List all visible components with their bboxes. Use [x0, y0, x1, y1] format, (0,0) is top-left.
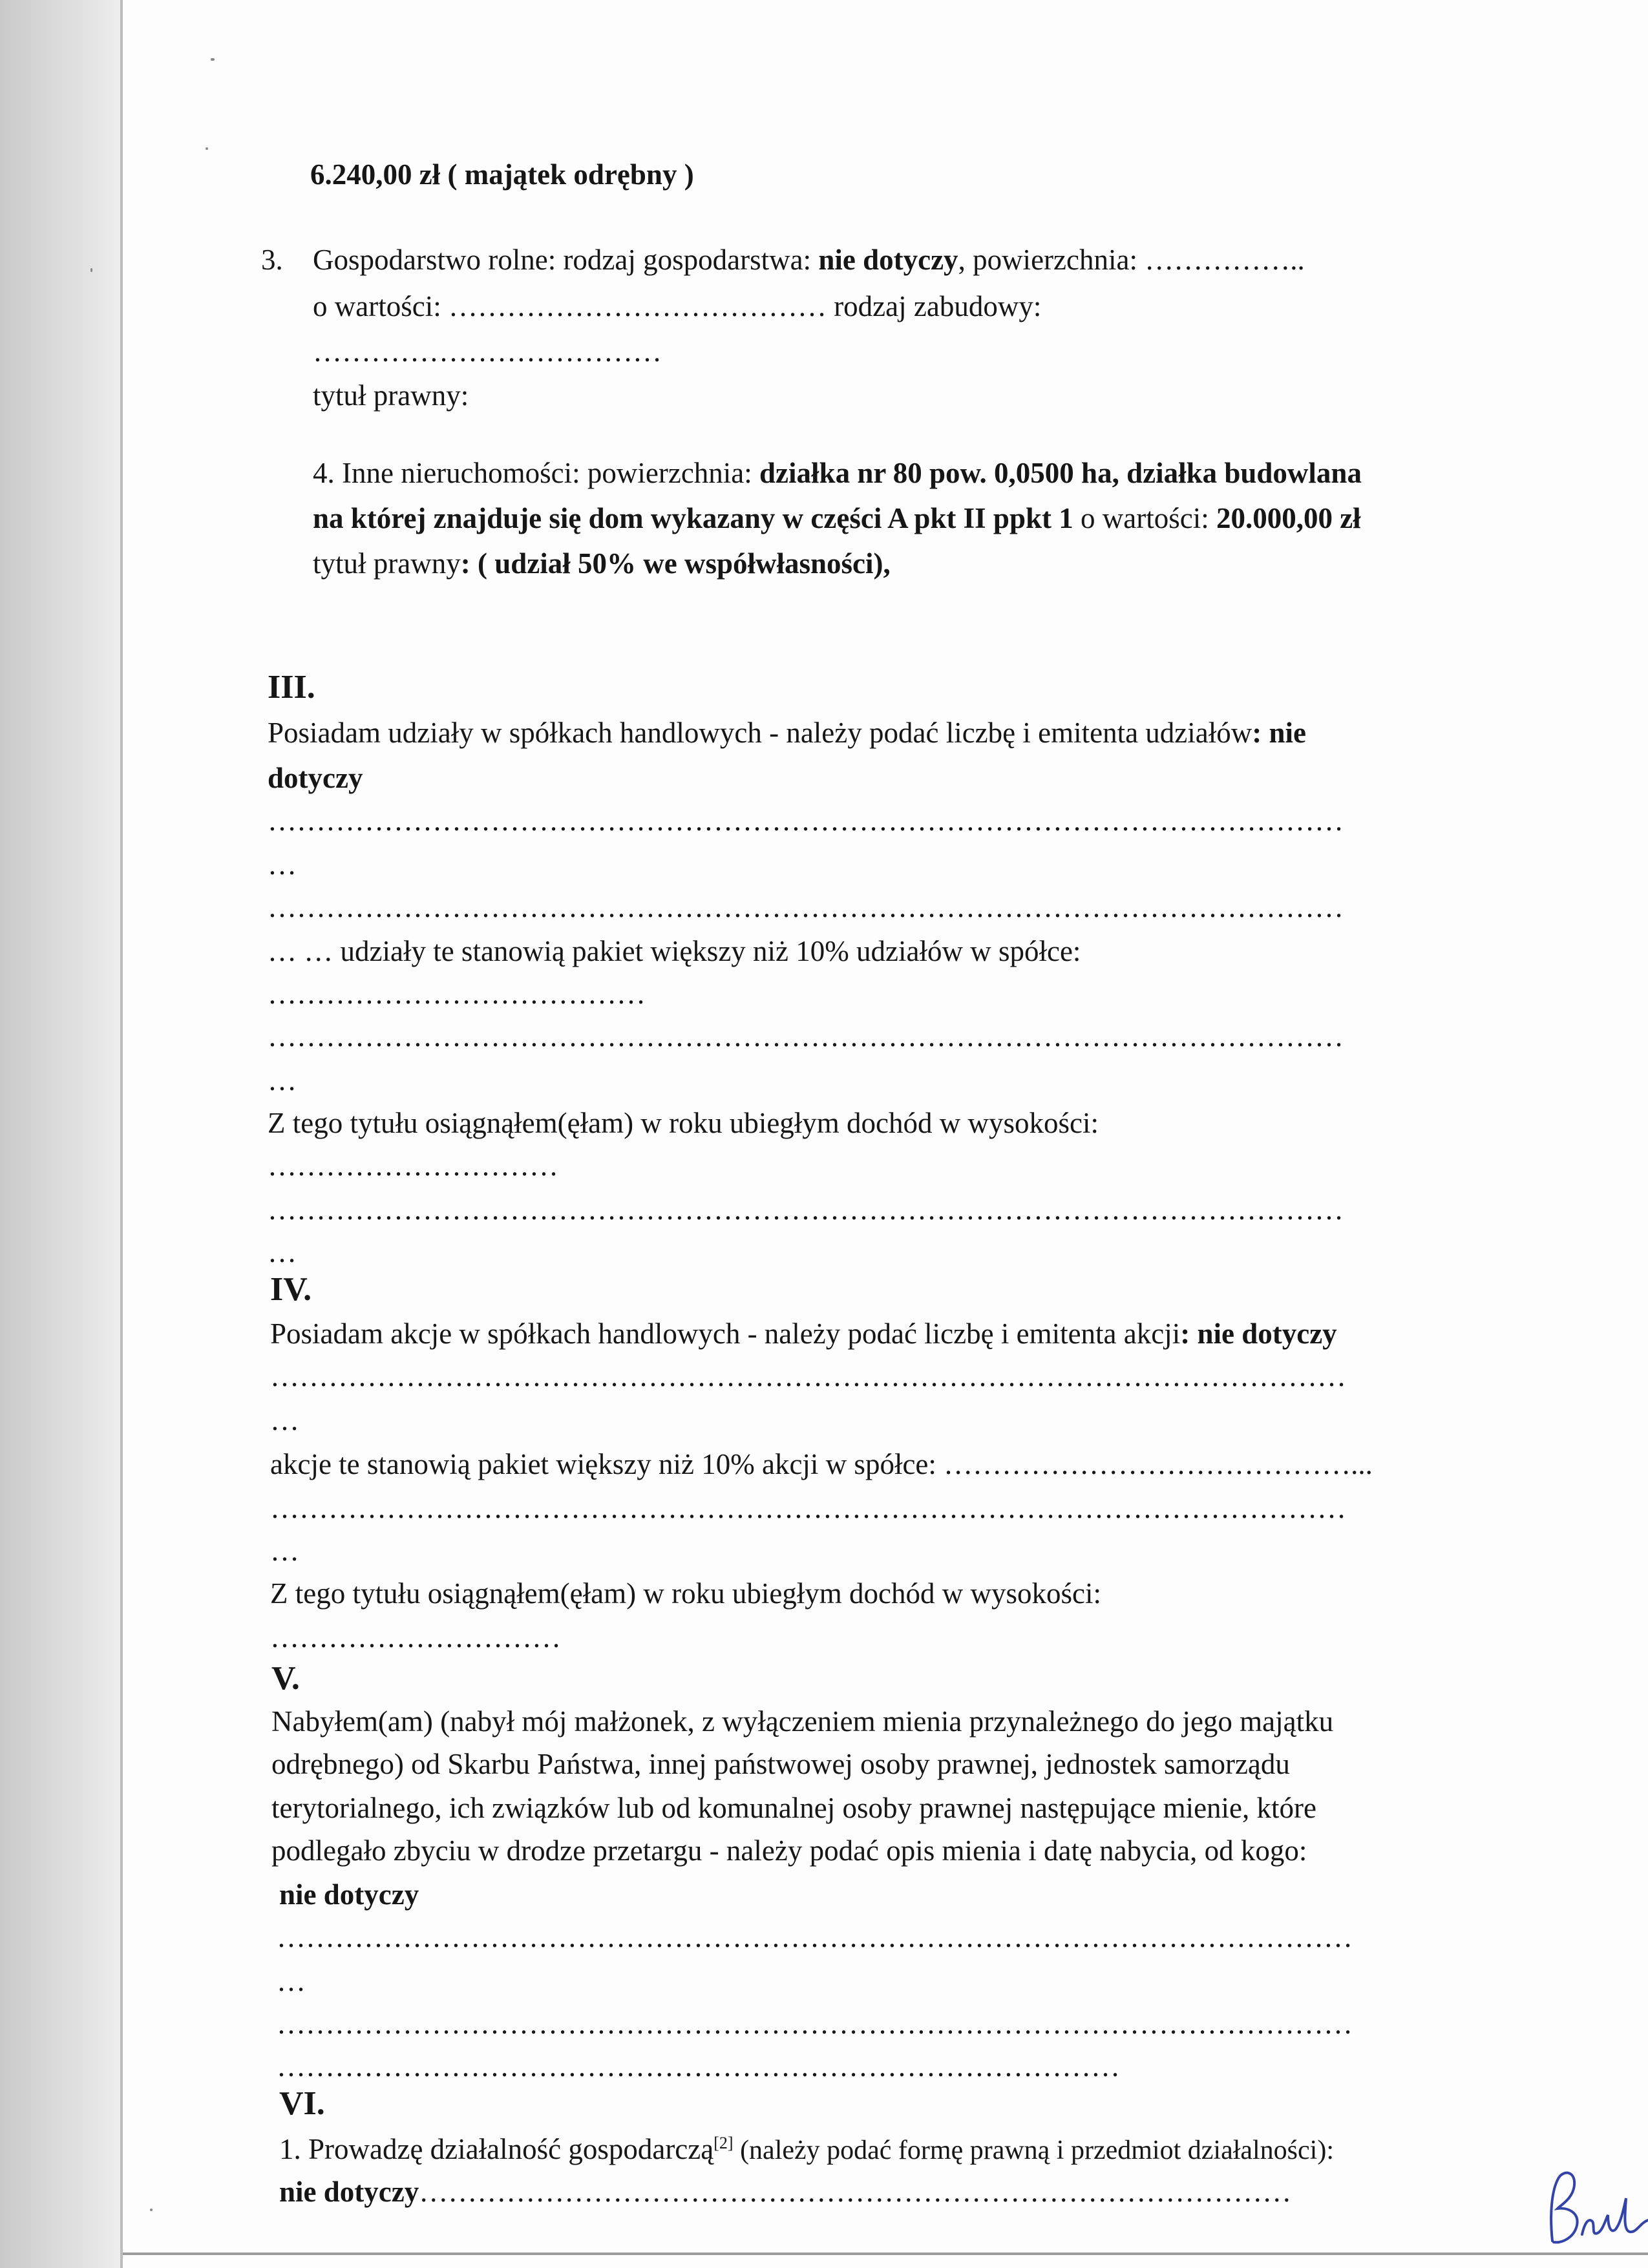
s6-line2	[279, 2175, 1291, 2209]
s3-dots-9: …………………………………………………………………………………………………	[268, 1193, 1344, 1226]
s3-dots-5: …………………………………	[268, 978, 646, 1010]
s4-line1	[270, 1317, 1337, 1350]
item3-line3: ………………………………	[313, 335, 662, 368]
item3-line4: tytuł prawny:	[313, 379, 469, 412]
section-vi-heading: VI.	[279, 2085, 325, 2122]
scan-speck	[150, 2209, 153, 2211]
item3-bold-value: nie dotyczy	[818, 244, 958, 276]
s5-dots-3: …………………………………………………………………………………………………	[277, 2008, 1353, 2040]
section-iv-heading: IV.	[270, 1271, 312, 1308]
s3-income-line: Z tego tytułu osiągnąłem(ęłam) w roku ubiegłym dochód w wysokości:	[268, 1107, 1099, 1139]
s5-line3: terytorialnego, ich związków lub od komunalnej osoby prawnej następujące mienie, które	[271, 1792, 1316, 1824]
s6-text-a: 1. Prowadzę działalność gospodarczą	[279, 2133, 714, 2165]
s3-bold-b: : nie	[1252, 717, 1307, 749]
handwritten-signature	[1546, 2158, 1648, 2255]
s4-dots-1: …………………………………………………………………………………………………	[270, 1360, 1346, 1392]
s6-footnote-ref: [2]	[713, 2134, 734, 2152]
s5-line2: odrębnego) od Skarbu Państwa, innej państwowej osoby prawnej, jednostek samorządu	[271, 1748, 1290, 1780]
scan-page-edge	[120, 0, 123, 2268]
s3-dots-10: …	[268, 1236, 297, 1268]
scan-shadow-left	[0, 0, 123, 2268]
s5-dots-1: …………………………………………………………………………………………………	[277, 1921, 1353, 1953]
s3-dots-6: …………………………………………………………………………………………………	[268, 1020, 1344, 1053]
s6-bold: nie dotyczy	[279, 2176, 419, 2208]
s3-dots-3: …………………………………………………………………………………………………	[268, 891, 1344, 923]
s3-dots-1: …………………………………………………………………………………………………	[268, 804, 1344, 837]
item4-line2	[313, 501, 1361, 535]
s5-dots-2: …	[277, 1965, 306, 1997]
item4-text-a: 4. Inne nieruchomości: powierzchnia:	[313, 457, 760, 489]
s3-shares-line: … … udziały te stanowią pakiet większy niż 10% udziałów w spółce:	[268, 935, 1081, 967]
s3-dots-8: …………………………	[268, 1150, 558, 1182]
scan-speck	[90, 268, 92, 272]
item3-text-a: Gospodarstwo rolne: rodzaj gospodarstwa:	[313, 244, 819, 276]
item4-line1	[313, 456, 1362, 490]
s3-line2: dotyczy	[268, 762, 363, 794]
s4-shares-line: akcje te stanowią pakiet większy niż 10% akcji w spółce: ……………………………………...	[270, 1448, 1373, 1480]
s3-text-a: Posiadam udziały w spółkach handlowych - należy podać liczbę i emitenta udziałów	[268, 717, 1252, 749]
section-iii-heading: III.	[268, 669, 315, 706]
s4-text-a: Posiadam akcje w spółkach handlowych - należy podać liczbę i emitenta akcji	[270, 1318, 1181, 1350]
scan-bottom-edge	[123, 2252, 1648, 2255]
s6-text-b: (należy podać formę prawną i przedmiot działalności):	[733, 2136, 1334, 2165]
item3-text-c: , powierzchnia: ……………..	[958, 244, 1305, 276]
s6-line1	[279, 2132, 1334, 2167]
item4-value: 20.000,00 zł	[1216, 502, 1361, 534]
scan-speck	[206, 147, 208, 150]
item4-bold-line3: : ( udział 50% we współwłasności),	[460, 547, 891, 580]
item4-line3	[313, 547, 891, 580]
s4-dots-4: …	[270, 1535, 299, 1567]
s4-dots-5: …………………………	[270, 1621, 561, 1654]
s5-line5: nie dotyczy	[279, 1878, 419, 1911]
s3-line1	[268, 716, 1306, 750]
s3-dots-2: …	[268, 848, 297, 881]
item4-bold-line2: na której znajduje się dom wykazany w części A pkt II ppkt 1	[313, 502, 1073, 534]
s5-line1: Nabyłem(am) (nabył mój małżonek, z wyłączeniem mienia przynależnego do jego majątku	[271, 1705, 1334, 1738]
s4-income-line: Z tego tytułu osiągnąłem(ęłam) w roku ubiegłym dochód w wysokości:	[270, 1577, 1102, 1610]
amount-line: 6.240,00 zł ( majątek odrębny )	[310, 158, 694, 191]
item3-line1	[313, 243, 1305, 277]
s5-dots-4: ……………………………………………………………………………	[277, 2050, 1120, 2083]
item3-number: 3.	[261, 244, 283, 276]
item4-text-line3: tytuł prawny	[313, 547, 461, 580]
item3-line2: o wartości: ………………………………… rodzaj zabudowy:	[313, 290, 1042, 322]
s3-dots-7: …	[268, 1064, 297, 1097]
s5-line4: podlegało zbyciu w drodze przetargu - należy podać opis mienia i datę nabycia, od kogo:	[271, 1834, 1307, 1867]
s6-dots: ………………………………………………………………………………	[419, 2176, 1292, 2208]
item4-text-line2: o wartości:	[1073, 502, 1216, 534]
s4-dots-3: …………………………………………………………………………………………………	[270, 1492, 1346, 1524]
scan-speck	[211, 58, 215, 61]
section-v-heading: V.	[271, 1660, 300, 1697]
item4-bold-b: działka nr 80 pow. 0,0500 ha, działka budowlana	[759, 457, 1362, 489]
s4-bold-b: : nie dotyczy	[1180, 1318, 1337, 1350]
s4-dots-2: …	[270, 1404, 299, 1436]
